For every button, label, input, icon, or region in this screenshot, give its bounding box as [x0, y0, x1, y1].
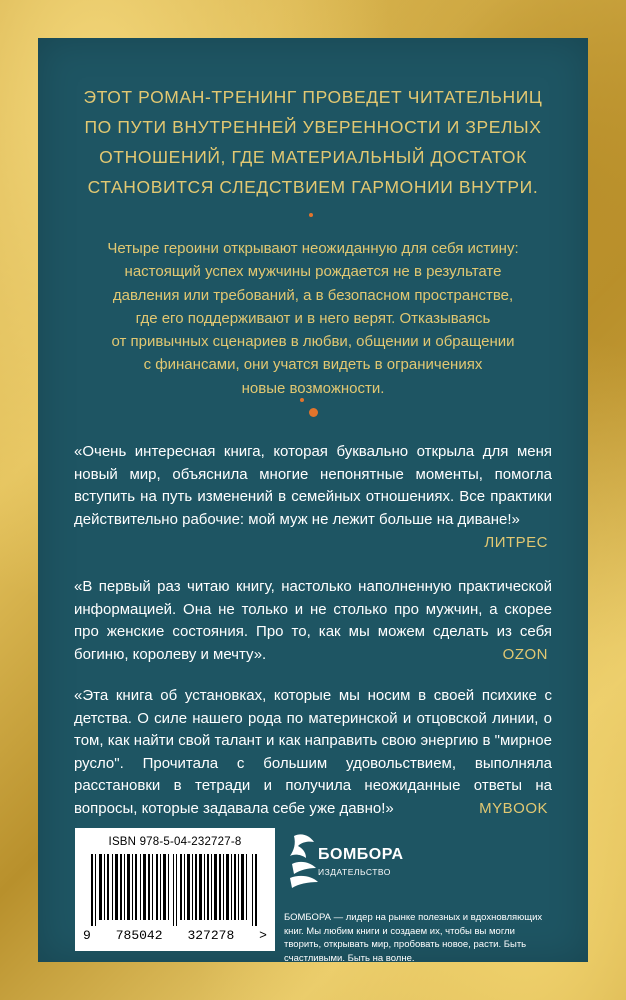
description-line: новые возможности.	[241, 379, 385, 397]
review-source: MYBOOK	[479, 800, 548, 817]
review-source: OZON	[502, 646, 548, 663]
description-line: Четыре героини открывают неожиданную для себя истину:	[107, 240, 519, 257]
barcode-digit: 9	[83, 928, 91, 943]
headline-line: СТАНОВИТСЯ СЛЕДСТВИЕМ ГАРМОНИИ ВНУТРИ.	[87, 177, 539, 197]
publisher-logo-icon	[288, 830, 418, 900]
barcode	[75, 828, 275, 951]
description-line: где его поддерживают и в него верят. Отказываясь	[135, 309, 491, 327]
description	[68, 237, 558, 400]
barcode-digit: 785042	[115, 928, 163, 943]
headline-line: ПО ПУТИ ВНУТРЕННЕЙ УВЕРЕННОСТИ И ЗРЕЛЫХ	[84, 117, 542, 137]
isbn-label: ISBN 978-5-04-232727-8	[108, 836, 242, 848]
description-line: настоящий успех мужчины рождается не в результате	[124, 263, 502, 281]
review-quote: «Очень интересная книга, которая буквально открыла для меня новый мир, объяснила многие непонятные моменты, помогла вступить на путь изменений в семейных отношениях. Все практики действительно рабочие: мой муж не лежит больше на диване!»	[74, 443, 552, 528]
description-line: от привычных сценариев в любви, общении и обращении	[111, 333, 515, 351]
headline	[38, 82, 588, 202]
barcode-digit: >	[259, 928, 267, 943]
divider-dot-large	[309, 408, 318, 417]
review-quote: «Эта книга об установках, которые мы носим в своей психике с детства. О силе нашего рода по материнской и отцовской линии, о том, как найти свой талант и как направить свою энергию в "мирное русло". Прочитала с большим удовольствием, выполняла расстановки в тетради и получила неожиданные ответы на вопросы, которые задавала себе уже давно!»	[74, 687, 552, 817]
review-source: ЛИТРЕС	[484, 534, 548, 551]
barcode-bars	[89, 854, 261, 926]
publisher-logo-subtitle: ИЗДАТЕЛЬСТВО	[318, 867, 391, 877]
description-line: давления или требований, а в безопасном пространстве,	[112, 286, 514, 304]
headline-line: ЭТОТ РОМАН-ТРЕНИНГ ПРОВЕДЕТ ЧИТАТЕЛЬНИЦ	[83, 87, 543, 107]
divider-dot	[309, 213, 313, 217]
barcode-digit: 327278	[187, 928, 235, 943]
publisher-logo-name: БОМБОРА	[318, 846, 404, 863]
publisher-blurb: БОМБОРА — лидер на рынке полезных и вдохновляющих книг. Мы любим книги и создаем их, чтобы вы могли творить, открывать мир, пробовать новое, расти. Быть счастливыми. Быть на волне.	[284, 912, 543, 964]
barcode-digits	[83, 928, 267, 943]
review-quote: «В первый раз читаю книгу, настолько наполненную практической информацией. Она не только и не столько про мужчин, а скорее про женские состояния. Про то, как мы можем сделать из себя богиню, королеву и мечту».	[74, 578, 552, 663]
divider-dot	[300, 398, 304, 402]
description-line: с финансами, они учатся видеть в ограничениях	[143, 356, 483, 374]
headline-line: ОТНОШЕНИЙ, ГДЕ МАТЕРИАЛЬНЫЙ ДОСТАТОК	[99, 147, 527, 167]
teal-panel	[38, 38, 588, 962]
